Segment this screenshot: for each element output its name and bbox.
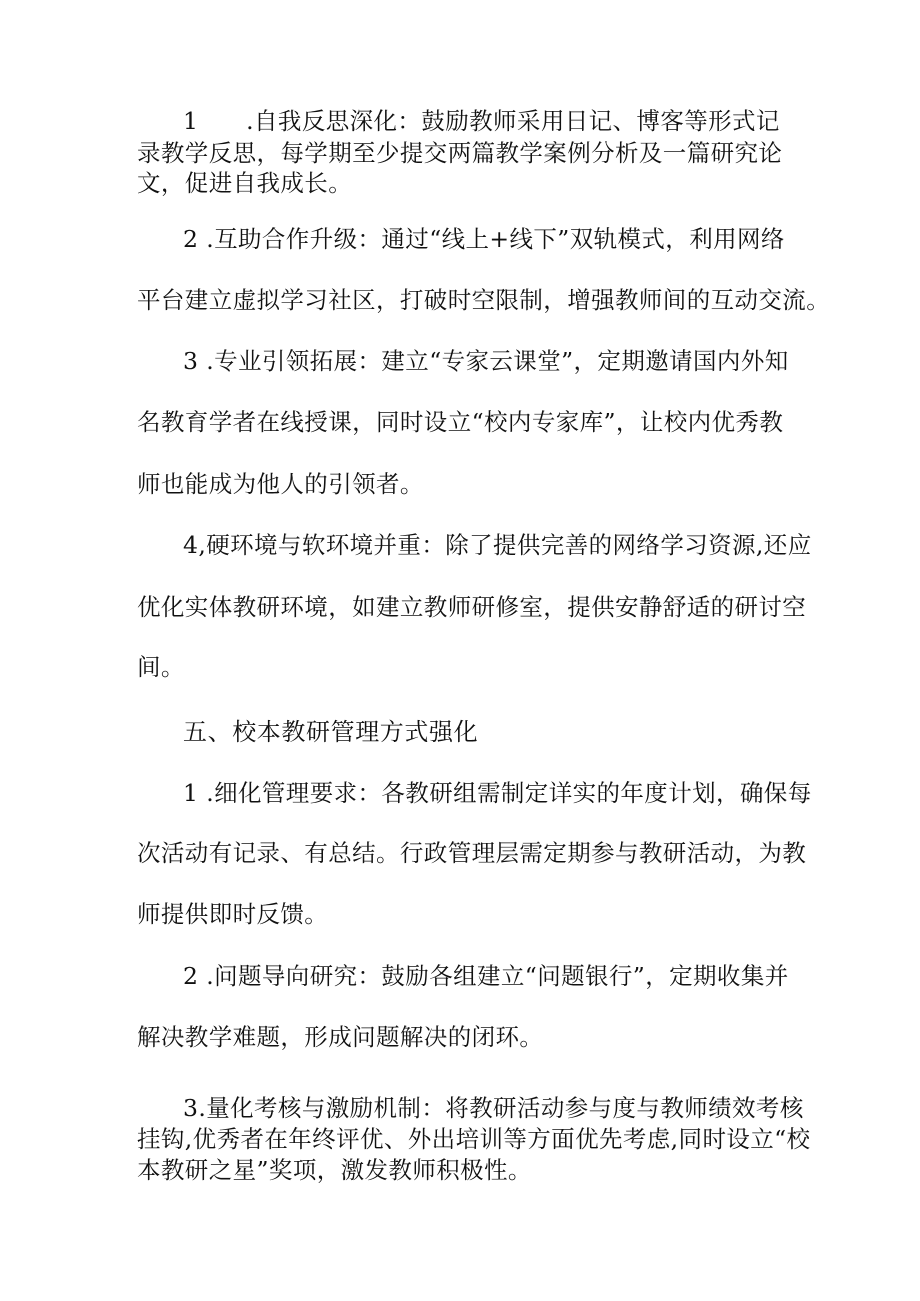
text-line: 3 .专业引领拓展：建立“专家云课堂”，定期邀请国内外知 (183, 347, 789, 375)
text-line: 4,硬环境与软环境并重：除了提供完善的网络学习资源,还应 (183, 531, 812, 559)
text-line: 师提供即时反馈。 (137, 900, 329, 928)
text-line: 本教研之星”奖项，激发教师积极性。 (137, 1156, 532, 1184)
text-line: 解决教学难题，形成问题解决的闭环。 (137, 1023, 544, 1051)
text-line: 名教育学者在线授课，同时设立“校内专家库”，让校内优秀教 (137, 408, 784, 436)
text-line: 录教学反思，每学期至少提交两篇教学案例分析及一篇研究论 (137, 139, 783, 167)
text-line: 文，促进自我成长。 (137, 169, 353, 197)
text-line: 2 .问题导向研究：鼓励各组建立“问题银行”，定期收集并 (183, 962, 789, 990)
text-line: 挂钩,优秀者在年终评优、外出培训等方面优先考虑,同时设立“校 (137, 1125, 811, 1153)
text-line: 优化实体教研环境，如建立教师研修室，提供安静舒适的研讨空 (137, 593, 807, 621)
text-line: 3.量化考核与激励机制：将教研活动参与度与教师绩效考核 (183, 1094, 804, 1122)
section-heading: 五、校本教研管理方式强化 (183, 718, 479, 746)
text-line: 间。 (137, 653, 185, 681)
text-line: 平台建立虚拟学习社区，打破时空限制，增强教师间的互动交流。 (137, 286, 831, 314)
text-line: 次活动有记录、有总结。行政管理层需定期参与教研活动，为教 (137, 839, 807, 867)
text-line: 1 .细化管理要求：各教研组需制定详实的年度计划，确保每 (183, 779, 812, 807)
text-line: 1 .自我反思深化：鼓励教师采用日记、博客等形式记 (183, 107, 780, 135)
text-line: 2 .互助合作升级：通过“线上+线下”双轨模式，利用网络 (183, 225, 785, 253)
text-line: 师也能成为他人的引领者。 (137, 470, 424, 498)
